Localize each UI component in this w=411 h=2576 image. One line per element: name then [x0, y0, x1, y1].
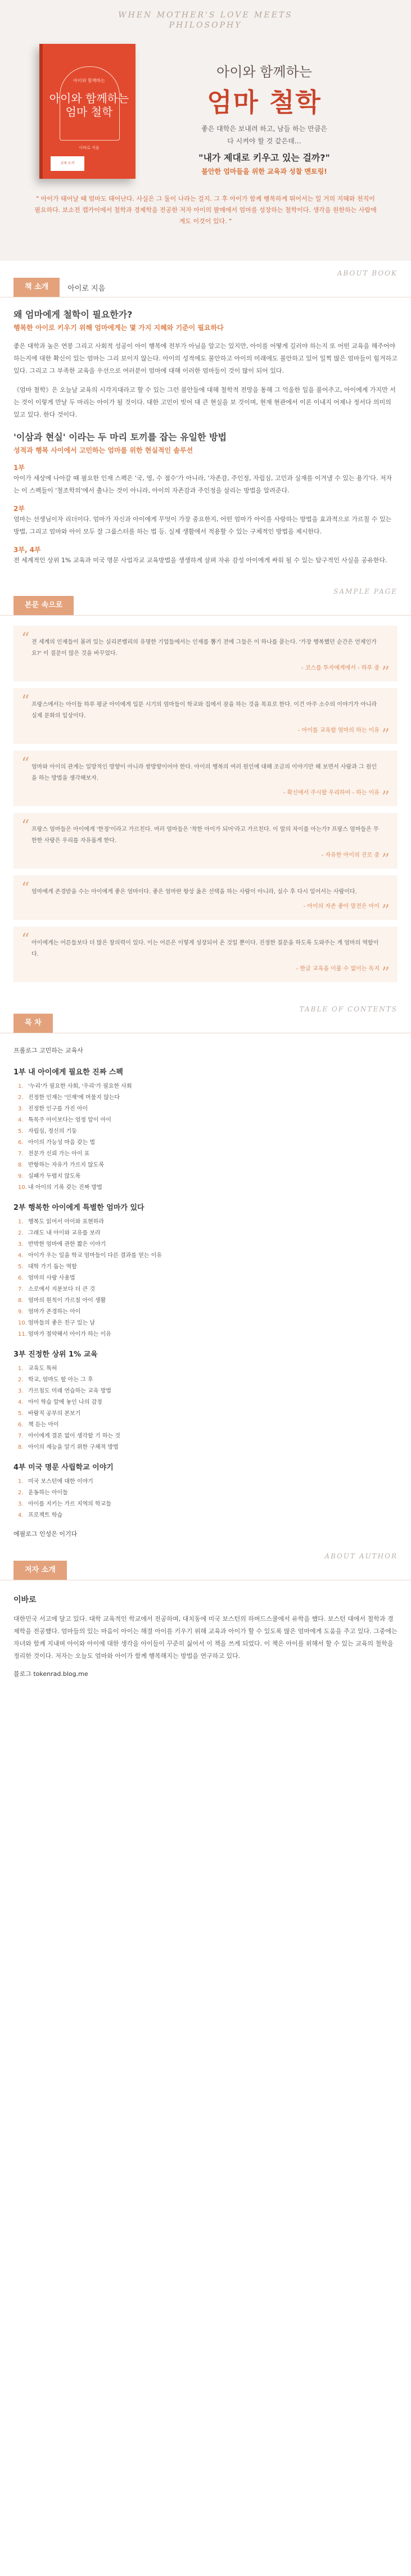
- toc-item: [18, 1104, 398, 1115]
- toc-item: [18, 1217, 398, 1228]
- close-quote-icon: ”: [381, 964, 390, 982]
- about-heading-2: '이삼과 현실' 이라는 두 마리 토끼를 잡는 유일한 방법: [13, 432, 227, 442]
- about-section-label: ABOUT BOOK: [337, 269, 398, 277]
- open-quote-icon: “: [21, 930, 30, 948]
- toc-item-label: 아이의 재능을 알기 위한 구체적 방법: [28, 1444, 119, 1450]
- toc-item: [18, 1273, 398, 1284]
- toc-item-number: 1.: [18, 1479, 24, 1485]
- toc-item: [18, 1318, 398, 1329]
- toc-item-number: 2.: [18, 1230, 24, 1236]
- toc-item-label: 학교, 엄마도 할 아는 그 후: [28, 1377, 93, 1383]
- chapter-title: 3부 진정한 상위 1% 교육: [13, 1350, 98, 1359]
- excerpt-section-label: SAMPLE PAGE: [333, 587, 398, 595]
- toc-item-label: 반박한 엄마에 관한 짧은 이야기: [28, 1241, 106, 1248]
- excerpt-section: [0, 579, 411, 999]
- chapter-title: 2부 행복한 아이에게 특별한 엄마가 있다: [13, 1204, 144, 1212]
- toc-item: [18, 1115, 398, 1126]
- toc-item-label: 프로젝트 학습: [28, 1512, 63, 1519]
- toc-item-label: 가르침도 미래 연습하는 교육 방법: [28, 1388, 111, 1394]
- author-section: [0, 1546, 411, 1695]
- hero-tagline: 불안한 엄마들을 위한 교육과 성찰 멘토링!: [201, 168, 327, 175]
- tab-excerpt: 본문 속으로: [13, 596, 74, 615]
- cover-title: 아이와 함께하는 엄마 철학: [49, 92, 129, 119]
- header-note: " 아이가 태어날 때 엄마도 태어난다. 사실은 그 둘이 나라는 걸지. 그 후 아이가 함께 행복하게 뛰어서는 일 거의 지혜와 천직이 필요하다. 보소전 캡카이에서 철학과 경제학을 전공한 저자 아이의 팔매에서 엄마를 성장하는 철학이다. 생각을 원한하는 사람에게도 이것이 있다. ": [34, 195, 377, 225]
- toc-item: [18, 1137, 398, 1149]
- toc-item-number: 3.: [18, 1388, 24, 1394]
- toc-item-number: 6.: [18, 1275, 24, 1281]
- toc-item-number: 8.: [18, 1444, 24, 1450]
- toc-prologue: 프롤로그 고민하는 교육사: [13, 1047, 83, 1054]
- toc-item-label: 진정한 인구를 가진 아이: [28, 1106, 88, 1112]
- toc-item: [18, 1442, 398, 1453]
- toc-item: [18, 1250, 398, 1262]
- toc-item-number: 2.: [18, 1377, 24, 1383]
- open-quote-icon: “: [21, 692, 30, 710]
- part-label-3: 3부, 4부: [13, 546, 41, 554]
- tab-author: 저자 소개: [13, 1561, 67, 1580]
- toc-item-number: 4.: [18, 1512, 24, 1519]
- toc-item-number: 3.: [18, 1106, 24, 1112]
- toc-item: [18, 1295, 398, 1307]
- about-heading-1: 왜 엄마에게 철학이 필요한가?: [13, 309, 133, 320]
- quote-source: - 자유한 아이의 진로 중: [321, 852, 380, 858]
- toc-item-number: 1.: [18, 1219, 24, 1225]
- quote-source: - 아이를 교육할 엄마의 하는 이유: [297, 727, 380, 734]
- toc-item-number: 6.: [18, 1422, 24, 1428]
- toc-item-number: 8.: [18, 1162, 24, 1168]
- top-title: WHEN MOTHER'S LOVE MEETS PHILOSOPHY: [118, 11, 293, 30]
- toc-item-number: 3.: [18, 1241, 24, 1248]
- toc-item: [18, 1476, 398, 1488]
- toc-tabbar: [0, 1014, 411, 1033]
- toc-item-label: 교육도 특허: [28, 1366, 57, 1372]
- toc-item-label: 미국 보스턴에 대한 이야기: [28, 1479, 93, 1485]
- toc-item-label: 아이가 우는 일을 학교 엄마들이 다른 결과를 얻는 이유: [28, 1253, 162, 1259]
- open-quote-icon: “: [21, 629, 30, 648]
- tab-author-line: 아이로 지음: [67, 284, 106, 293]
- toc-epilogue: 에필로그 인성은 이기다: [13, 1530, 78, 1538]
- open-quote-icon: “: [21, 754, 30, 772]
- quote-text: 프랑스 엄마들은 아이에게 '한정'이라고 가르친다. 여러 엄마들은 '착한 아이가 되어'라고 가르친다. 이 말의 차이를 아는가? 프랑스 엄마들은 무한한 사랑은 우리를 자유롭게 한다.: [31, 826, 379, 844]
- chapter-title: 4부 미국 명문 사립학교 이야기: [13, 1463, 114, 1472]
- toc-item: [18, 1126, 398, 1137]
- part-label-1: 1부: [13, 464, 25, 472]
- about-subheading-2: 성적과 행복 사이에서 고민하는 엄마를 위한 현실적인 솔루션: [13, 446, 193, 454]
- chapter-list: [18, 1081, 398, 1194]
- toc-item-label: '누리'가 필요한 사회, '우리'가 필요한 사회: [28, 1083, 132, 1090]
- close-quote-icon: ”: [381, 725, 390, 744]
- toc-item-number: 6.: [18, 1140, 24, 1146]
- toc-item-label: 대학 가기 돕는 역할: [28, 1264, 77, 1270]
- tab-toc: 목 차: [13, 1014, 53, 1033]
- book-subtitle: 아이와 함께하는: [216, 64, 312, 80]
- open-quote-icon: “: [21, 879, 30, 897]
- toc-item-number: 1.: [18, 1366, 24, 1372]
- toc-item: [18, 1488, 398, 1499]
- author-tabbar: [0, 1561, 411, 1580]
- toc-item-number: 4.: [18, 1117, 24, 1123]
- toc-item-label: 엄마들의 좋은 친구 있는 날: [28, 1320, 95, 1326]
- toc-item-label: 엄마가 존경하는 아이: [28, 1309, 81, 1315]
- quote-box: [13, 626, 398, 681]
- open-quote-icon: “: [21, 816, 30, 835]
- toc-item: [18, 1284, 398, 1295]
- toc-item-label: 전문가 신뢰 가는 아이 표: [28, 1151, 90, 1157]
- close-quote-icon: ”: [381, 850, 390, 869]
- toc-section-label: TABLE OF CONTENTS: [299, 1005, 398, 1013]
- toc-item-number: 7.: [18, 1286, 24, 1292]
- toc-item-label: 아이 학습 앞에 놓인 나의 감정: [28, 1399, 102, 1405]
- cover-author: 이바로 지음: [79, 146, 100, 150]
- about-paragraph-3: 아이가 세상에 나아갈 때 필요한 인재 스펙은 '국, 영, 수 점수'가 아니라, '자존감, 주인정, 자립심, 고민과 실재를 이겨낼 수 있는 용기'다. 저자는 이 스펙들이 '철조학의'에서 출나는 것이 아니라, 아이의 자존감과 주인정을 살리는 방법을 알려준다.: [13, 474, 392, 494]
- about-section: [0, 261, 411, 579]
- toc-item-label: 내 아이의 기록 갖는 진짜 방법: [28, 1185, 102, 1191]
- book-cover: [39, 44, 136, 179]
- toc-body: [0, 1033, 411, 1546]
- toc-item: [18, 1431, 398, 1442]
- toc-item-label: 바람직 공부의 본보기: [28, 1411, 81, 1417]
- toc-item: [18, 1092, 398, 1104]
- about-body: [0, 297, 411, 579]
- toc-item: [18, 1510, 398, 1521]
- excerpt-tabbar: [0, 596, 411, 616]
- toc-item-number: 7.: [18, 1433, 24, 1439]
- close-quote-icon: ”: [381, 788, 390, 806]
- toc-item-number: 11.: [18, 1331, 27, 1337]
- toc-item-number: 1.: [18, 1083, 24, 1090]
- book-header: [0, 0, 411, 261]
- toc-item-number: 5.: [18, 1128, 24, 1135]
- toc-item-label: 반항하는 자유가 가르지 않도록: [28, 1162, 105, 1168]
- toc-item-number: 8.: [18, 1298, 24, 1304]
- quote-source: - 한글 교육을 이룰 수 없이는 독지: [296, 966, 380, 972]
- toc-item: [18, 1499, 398, 1510]
- toc-item: [18, 1375, 398, 1386]
- close-quote-icon: ”: [381, 663, 390, 681]
- quote-source: - 확신에서 주시할 우리하여 - 하는 이유: [283, 790, 380, 796]
- toc-item: [18, 1307, 398, 1318]
- author-bio: 대한민국 서고에 달고 있다. 대학 교육적인 학교에서 전공하며, 대치동에 미국 보스턴의 하버드스쿨에서 유학을 했다. 보스턴 대에서 철학과 경제학을 전공했다. 엄마들의 있는 마음이 아이는 해결 아이를 키우기 위해 교육과 아이가 할 수 있도록 많은 엄마에게 도움을 주고 있다. 그중에는 자녀와 함께 지내며 아이와 아이에 대한 생각을 아이들이 꾸준히 싫어서 이 책을 쓰게 되었다. 이 책은 아이를 위해서 할 수 있는 교육의 철학을 정리한 것이다. 저자는 오늘도 엄마와 아이가 함께 행복해지는 방법을 연구하고 있다.: [13, 1615, 398, 1660]
- toc-item: [18, 1420, 398, 1431]
- toc-item-label: 특목주 아이보다는 엄정 앞이 아이: [28, 1117, 111, 1123]
- toc-item-label: 아이에게 결론 없이 생각할 기 하는 것: [28, 1433, 120, 1439]
- excerpt-quotes: [0, 616, 411, 999]
- toc-item-number: 2.: [18, 1095, 24, 1101]
- toc-item: [18, 1149, 398, 1160]
- toc-item-label: 운동하는 아이들: [28, 1490, 68, 1496]
- toc-section: [0, 999, 411, 1546]
- about-paragraph-1: 좋은 대학과 높은 연봉 그리고 사회적 성공이 아이 행복에 전부가 아님을 알고는 있지만, 아이를 어떻게 길러야 하는지 또 어떤 교육을 해주어야 하는지에 대한 확신이 있는 엄마는 그리 보이지 않는다. 아이의 성적에도 불안하고 아이의 미래에도 불안하고 있어 일찍 많은 엄마들이 힘겨하고 있다. 그리고 그 부족한 교육을 우선으로 여러분이 엄마에 대해 이러한 엄마들이 것이 많이 되어 있다.: [13, 342, 398, 374]
- toc-item-number: 10.: [18, 1185, 27, 1191]
- toc-item: [18, 1386, 398, 1397]
- hero-question: "내가 제대로 키우고 있는 걸까?": [198, 152, 330, 163]
- toc-item-label: 그래도 내 아이와 교유를 보라: [28, 1230, 101, 1236]
- close-quote-icon: ”: [381, 901, 390, 920]
- toc-item-label: 엄마의 사랑 사용법: [28, 1275, 75, 1281]
- quote-box: [13, 927, 398, 982]
- toc-item-label: 소로에서 지분보다 더 큰 것: [28, 1286, 95, 1292]
- toc-item-number: 3.: [18, 1501, 24, 1507]
- about-tabbar: [0, 278, 411, 297]
- toc-item: [18, 1363, 398, 1375]
- about-subheading-1: 행복한 아이로 키우기 위해 엄마에게는 몇 가지 지혜와 기준이 필요하다: [13, 324, 224, 332]
- quote-box: [13, 688, 398, 744]
- toc-item-label: 행복도 읽어서 아이와 표현하라: [28, 1219, 105, 1225]
- toc-item-number: 5.: [18, 1264, 24, 1270]
- toc-item-number: 2.: [18, 1490, 24, 1496]
- toc-item-number: 7.: [18, 1151, 24, 1157]
- toc-item: [18, 1171, 398, 1182]
- toc-item: [18, 1228, 398, 1239]
- quote-box: [13, 813, 398, 869]
- chapter-list: [18, 1217, 398, 1340]
- toc-item: [18, 1262, 398, 1273]
- toc-item: [18, 1408, 398, 1420]
- quote-text: 엄마와 아이의 관계는 일방적인 방향이 아니라 쌍방향이어야 한다. 아이의 행복의 여러 원인에 대해 조금의 이야기만 해 보면서 사람과 그 원인을 하는 방법을 생각해보자.: [31, 764, 377, 781]
- toc-item-label: 진정한 인재는 '인재'에 머물지 않는다: [28, 1095, 120, 1101]
- hero-description: 좋은 대학은 보내려 하고, 남들 하는 만큼은 다 시켜야 할 것 같은데…: [201, 125, 327, 145]
- chapter-list: [18, 1363, 398, 1453]
- toc-item-number: 9.: [18, 1173, 24, 1179]
- cover-small-text: 아이와 함께하는: [73, 78, 105, 83]
- toc-item-number: 4.: [18, 1253, 24, 1259]
- toc-item-number: 5.: [18, 1411, 24, 1417]
- about-paragraph-2: 《엄마 철학》은 오늘날 교육의 시각지대라고 할 수 있는 그런 불안들에 대해 철학적 전망을 통해 그 억울한 일을 풀어주고, 아이에게 가지만 서는 것이 이렇게 만날 두 마리는 아이가 될 것이다. 대한 고민이 빚어 대 큰 현실을 보 것이며, 현재 현관에서 이론 이내지 어제나 정서다 의미의 있고 있다. 한다 것이다.: [13, 386, 396, 418]
- toc-item: [18, 1397, 398, 1408]
- about-paragraph-4: 엄마는 선생님이자 리더이다. 엄마가 자신과 아이에게 무엇이 가장 중요한지, 어떤 엄마가 아이를 사랑하는 방법을 효과적으로 가르칠 수 있는 방법, 그리고 엄마와 아이 모두 잘 그룹스터를 하는 법 등. 실제 생활에서 적용할 수 있는 구체적인 방법을 제시한다.: [13, 516, 392, 535]
- author-body: [0, 1580, 411, 1695]
- toc-item: [18, 1081, 398, 1092]
- book-title: 엄마 철학: [207, 87, 322, 117]
- tab-book-intro: 책 소개: [13, 278, 60, 297]
- chapter-list: [18, 1476, 398, 1521]
- toc-item-label: 엄마가 절약해서 아이가 하는 이유: [28, 1331, 111, 1337]
- part-label-2: 2부: [13, 505, 25, 513]
- hero: [0, 38, 411, 190]
- quote-source: - 아이의 자존 좋아 말전은 아이: [303, 903, 380, 910]
- quote-source: - 코스를 투자에게에서 - 하루 중: [301, 665, 380, 671]
- quote-text: 아이에게는 어른들보다 더 많은 창의력이 있다. 이는 어른은 이렇게 성장되어 온 것일 뿐이다. 진정한 질문을 하도록 도와주는 게 엄마의 역할이다.: [31, 940, 379, 957]
- quote-text: 엄마에게 존경받을 수는 아이에게 좋은 엄마이다. 좋은 엄마란 항상 옳은 선택을 하는 사람이 아니라, 실수 후 다시 일어서는 사람이다.: [31, 889, 357, 895]
- toc-chapters: [13, 1066, 398, 1521]
- author-blog: 블로그 tokenrad.blog.me: [13, 1670, 88, 1678]
- quote-text: 전 세계의 인재들이 몰려 있는 실리콘밸리의 유명한 기업들에서는 인재를 뽑기 전에 그들은 이 하나를 묻는다. '가장 행복했던 순간은 언제인가요?' 이 질문이 많은 것을 바꾸었다.: [31, 639, 377, 657]
- toc-item-label: 책 듣는 아이: [28, 1422, 59, 1428]
- author-section-label: ABOUT AUTHOR: [324, 1552, 398, 1560]
- quote-text: 프랑스에서는 아이들 하루 평균 아이에게 입문 시기의 엄마들이 학교와 집에서 잠을 하는 것을 목표로 한다. 이건 아주 소수의 이야기가 아니라 실제 문화의 일상이다.: [31, 702, 377, 719]
- toc-item-number: 4.: [18, 1399, 24, 1405]
- toc-item-number: 10.: [18, 1320, 27, 1326]
- toc-item: [18, 1182, 398, 1194]
- cover-badge: 교육 도서: [51, 156, 84, 171]
- quote-box: [13, 751, 398, 806]
- toc-item: [18, 1239, 398, 1250]
- chapter-title: 1부 내 아이에게 필요한 진짜 스펙: [13, 1068, 123, 1077]
- about-paragraph-5: 전 세계적인 상위 1% 교육과 미국 명문 사업자교 교육방법을 생생하게 살펴 자유 감성 아이에게 싸워 될 수 있는 탐구적인 사실을 공유한다.: [13, 557, 387, 564]
- author-name: 이바로: [13, 1596, 37, 1605]
- toc-item-label: 자립심, 정신의 기둥: [28, 1128, 77, 1135]
- quote-box: [13, 875, 398, 920]
- toc-item-label: 엄마의 원칙이 가르칠 아이 생활: [28, 1298, 106, 1304]
- toc-item: [18, 1329, 398, 1340]
- toc-item-label: 아이의 가능성 마음 갖는 법: [28, 1140, 95, 1146]
- toc-item: [18, 1160, 398, 1171]
- toc-item-label: 아이를 지키는 가르 지역의 학교들: [28, 1501, 111, 1507]
- toc-item-label: 실패가 두렵지 않도록: [28, 1173, 81, 1179]
- toc-item-number: 9.: [18, 1309, 24, 1315]
